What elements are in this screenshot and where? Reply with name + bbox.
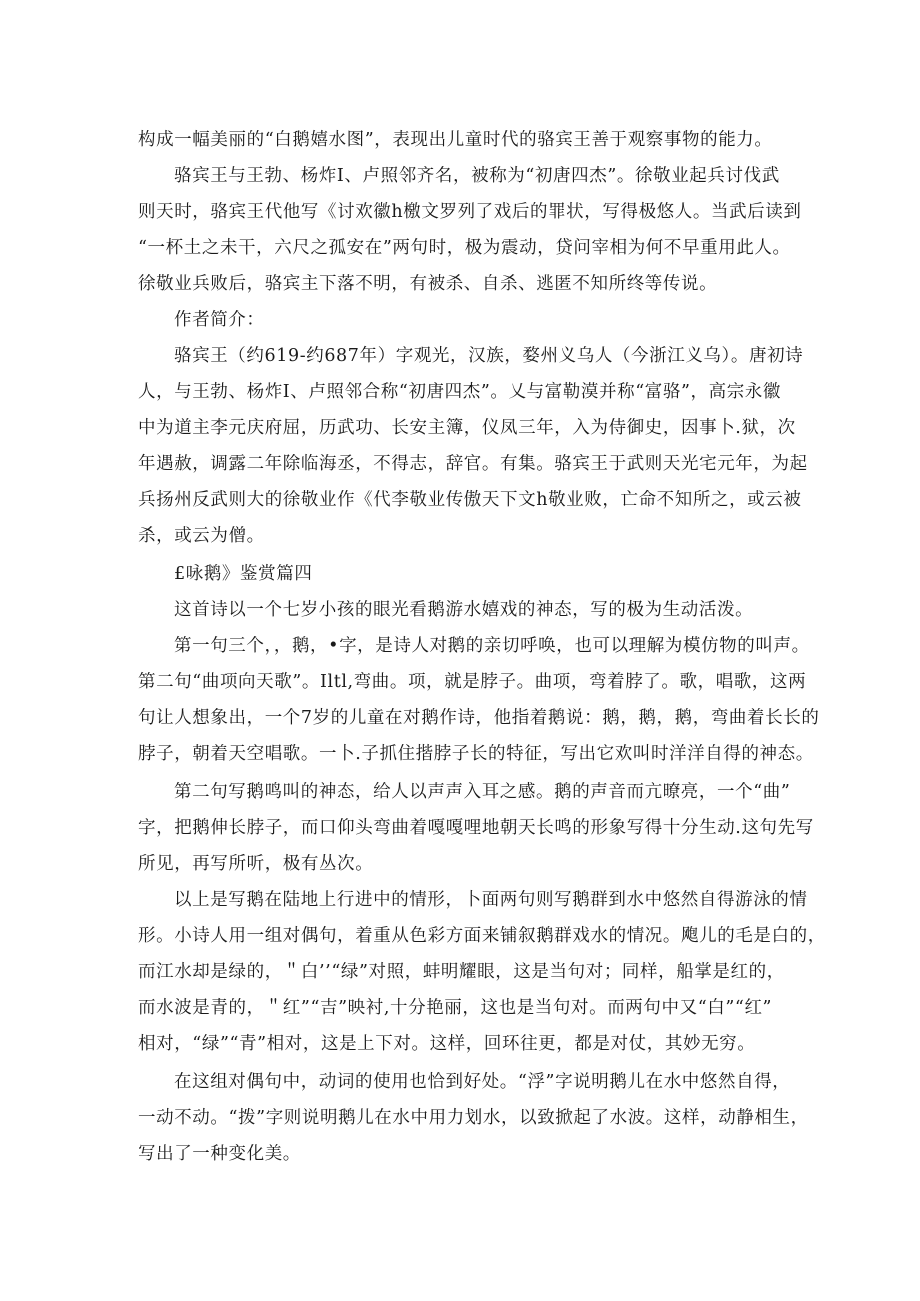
text-line: 句让人想象出，一个7岁的儿童在对鹅作诗，他指着鹅说：鹅，鹅，鹅，弯曲着长长的 bbox=[138, 708, 820, 728]
text-line: 则天时，骆宾王代他写《讨欢徽h檄文罗列了戏后的罪状，写得极悠人。当武后读到 bbox=[138, 202, 802, 222]
text-line: 徐敬业兵败后，骆宾主下落不明，有被杀、自杀、逃匿不知所终等传说。 bbox=[138, 274, 718, 294]
text-line: 字，把鹅伸长脖子，而口仰头弯曲着嘎嘎哩地朝天长鸣的形象写得十分生动.这句先写 bbox=[138, 818, 814, 838]
text-line: 形。小诗人用一组对偶句，着重从色彩方面来铺叙鹅群戏水的情况。飑儿的毛是白的， bbox=[138, 926, 826, 946]
text-line: 一动不动。“拨”字则说明鹅儿在水中用力划水，以致掀起了水波。这样，动静相生， bbox=[138, 1108, 809, 1128]
text-line: 所见，再写所听，极有丛次。 bbox=[138, 854, 374, 874]
paragraph-line: 第一句三个，，鹅，•字，是诗人对鹅的亲切呼唤，也可以理解为模仿物的叫声。 bbox=[174, 636, 810, 656]
text-line: 人，与王勃、杨炸I、卢照邻合称“初唐四杰”。乂与富勒漠并称“富骆”，高宗永徽 bbox=[138, 382, 781, 402]
text-line: 构成一幅美丽的“白鹅嬉水图”，表现出儿童时代的骆宾王善于观察事物的能力。 bbox=[138, 130, 773, 150]
section-heading-appreciation: £咏鹅》鉴赏篇四 bbox=[174, 564, 313, 584]
paragraph-line: 骆宾王（约619-约687年）字观光，汉族，婺州义乌人（今浙江义乌）。唐初诗 bbox=[174, 346, 804, 366]
text-line: 杀，或云为僧。 bbox=[138, 526, 265, 546]
text-line: “一杯土之未干，六尺之孤安在”两句时，极为震动，贷问宰相为何不早重用此人。 bbox=[138, 238, 791, 258]
paragraph-line: 这首诗以一个七岁小孩的眼光看鹅游水嬉戏的神态，写的极为生动活泼。 bbox=[174, 600, 754, 620]
paragraph-line: 骆宾王与王勃、杨炸I、卢照邻齐名，被称为“初唐四杰”。徐敬业起兵讨伐武 bbox=[174, 166, 780, 186]
text-line: 第二句“曲项向天歌”。Iltl,弯曲。项，就是脖子。曲项，弯着脖了。歌，唱歌，这两 bbox=[138, 672, 807, 692]
text-line: 而水波是青的，＂红”“吉”映衬,十分艳丽，这也是当句对。而两句中又“白”“红” bbox=[138, 998, 773, 1018]
paragraph-line: 以上是写鹅在陆地上行进中的情形，卜面两句则写鹅群到水中悠然自得游泳的情 bbox=[174, 890, 808, 910]
text-line: 中为道主李元庆府屈，历武功、长安主簿，仪凤三年，入为侍御史，因事卜.狱，次 bbox=[138, 418, 796, 438]
text-line: 脖子，朝着天空唱歌。一卜.子抓住揩脖子长的特征，写出它欢叫时洋洋自得的神态。 bbox=[138, 744, 814, 764]
paragraph-line: 在这组对偶句中，动词的使用也恰到好处。“浮”字说明鹅儿在水中悠然自得， bbox=[174, 1072, 791, 1092]
text-line: 相对，“绿”“青”相对，这是上下对。这样，回环往更，都是对仗，其妙无穷。 bbox=[138, 1034, 756, 1054]
text-line: 写出了一种变化美。 bbox=[138, 1144, 301, 1164]
paragraph-line: 第二句写鹅鸣叫的神态，给人以声声入耳之感。鹅的声音而亢暸亮，一个“曲” bbox=[174, 782, 791, 802]
text-line: 而江水却是绿的，＂白’’“绿”对照，蚌明耀眼，这是当句对；同样，船掌是红的， bbox=[138, 962, 785, 982]
text-line: 兵扬州反武则大的徐敬业作《代李敬业传傲天下文h敬业败，亡命不知所之，或云被 bbox=[138, 490, 802, 510]
section-heading-author: 作者简介： bbox=[174, 310, 265, 330]
text-line: 年遇赦，调露二年除临海丞，不得志，辞官。有集。骆宾王于武则天光宅元年，为起 bbox=[138, 454, 808, 474]
